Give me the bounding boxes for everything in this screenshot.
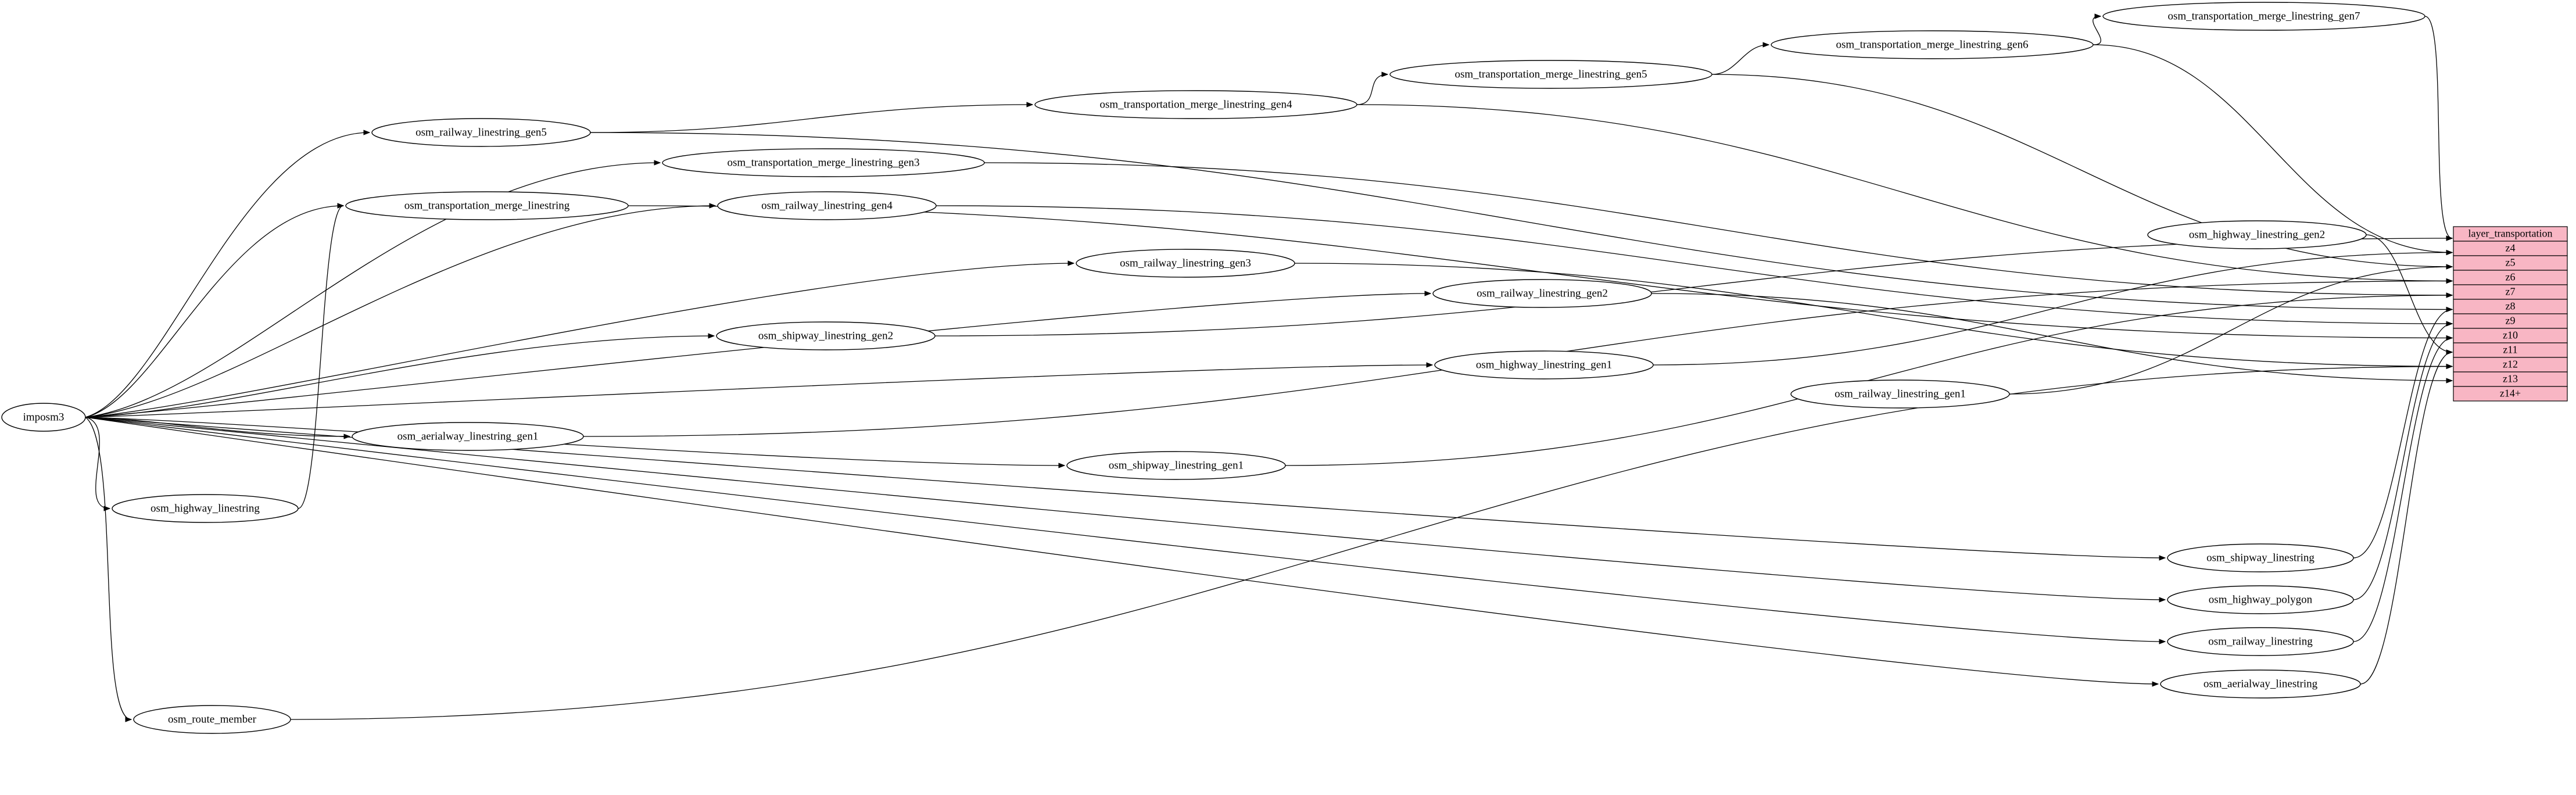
node-label: osm_transportation_merge_linestring_gen6 <box>1836 38 2029 51</box>
node-label: osm_shipway_linestring_gen2 <box>758 330 894 342</box>
node-label: osm_railway_linestring_gen5 <box>415 126 547 139</box>
node-label: imposm3 <box>23 411 65 424</box>
node-label: osm_highway_polygon <box>2208 593 2313 606</box>
graph-edge <box>2360 352 2452 684</box>
node-label: osm_shipway_linestring_gen1 <box>1108 459 1244 472</box>
layer-zoom-row-label: z9 <box>2505 314 2516 327</box>
node-label: osm_route_member <box>168 713 256 726</box>
layer-zoom-row-label: z13 <box>2503 373 2518 385</box>
graph-edge <box>85 132 370 417</box>
layer-zoom-row-label: z5 <box>2505 256 2516 268</box>
graph-node[interactable] <box>2167 628 2353 656</box>
node-label: osm_transportation_merge_linestring_gen5 <box>1454 68 1647 81</box>
node-label: osm_railway_linestring <box>2208 635 2313 648</box>
graph-edge <box>1357 74 1388 105</box>
node-label: osm_shipway_linestring <box>2206 552 2315 564</box>
graph-node[interactable] <box>718 192 936 220</box>
graph-edge <box>85 336 714 417</box>
graph-node[interactable] <box>372 119 590 146</box>
graph-node[interactable] <box>1035 91 1357 119</box>
layer-zoom-row-label: z7 <box>2505 285 2516 298</box>
graph-node[interactable] <box>662 149 984 177</box>
node-label: osm_transportation_merge_linestring_gen7 <box>2167 10 2360 23</box>
node-label: osm_transportation_merge_linestring_gen4 <box>1099 98 1292 111</box>
graph-edge <box>85 365 1432 417</box>
graph-node[interactable] <box>2103 2 2425 30</box>
graph-node[interactable] <box>2161 670 2360 698</box>
graph-node[interactable] <box>1390 60 1712 88</box>
node-label: osm_railway_linestring_gen2 <box>1477 287 1608 300</box>
graph-node[interactable] <box>2148 221 2366 249</box>
graph-edge <box>2353 310 2452 558</box>
graph-node[interactable] <box>1435 351 1653 379</box>
layer-zoom-row-label: z4 <box>2505 242 2516 254</box>
graph-edge <box>590 105 1033 132</box>
layer-zoom-row-label: z12 <box>2503 358 2518 370</box>
graph-node[interactable] <box>112 495 298 522</box>
layer-zoom-row-label: z8 <box>2505 300 2516 312</box>
graph-edge <box>298 206 343 508</box>
graph-edge <box>2353 338 2452 642</box>
graph-edge <box>85 417 131 719</box>
graph-edge <box>85 417 2165 642</box>
graph-edge <box>1712 45 1769 74</box>
graph-node[interactable] <box>2167 544 2353 572</box>
graph-node[interactable] <box>716 322 935 350</box>
graph-node[interactable] <box>134 706 291 733</box>
graph-node[interactable] <box>346 192 628 220</box>
layer-zoom-row-label: z11 <box>2503 343 2518 356</box>
graph-edge <box>2425 16 2452 238</box>
graph-node[interactable] <box>2 403 85 431</box>
graph-edge <box>1357 105 2452 281</box>
layer-table-header-label: layer_transportation <box>2468 227 2553 239</box>
node-label: osm_transportation_merge_linestring <box>404 199 570 212</box>
layer-zoom-row-label: z6 <box>2505 271 2516 283</box>
node-label: osm_aerialway_linestring <box>2203 678 2318 690</box>
nodes-layer <box>2 2 2425 733</box>
graph-edge <box>85 293 1431 417</box>
graph-node[interactable] <box>352 422 583 450</box>
node-label: osm_railway_linestring_gen1 <box>1835 388 1966 400</box>
graph-edge <box>1653 253 2452 366</box>
layer-transportation-table <box>2453 227 2567 401</box>
graph-node[interactable] <box>1433 280 1651 307</box>
layer-zoom-row-label: z10 <box>2503 329 2518 341</box>
graph-edge <box>85 417 110 508</box>
graph-edge <box>2093 16 2101 45</box>
node-label: osm_highway_linestring_gen1 <box>1475 359 1613 371</box>
graph-edge <box>291 367 2452 720</box>
node-label: osm_railway_linestring_gen4 <box>761 199 893 212</box>
node-label: osm_aerialway_linestring_gen1 <box>397 430 539 443</box>
graph-node[interactable] <box>1076 249 1295 277</box>
graph-node[interactable] <box>1791 380 2009 408</box>
node-label: osm_transportation_merge_linestring_gen3 <box>727 156 920 169</box>
graph-edge <box>1295 263 2452 367</box>
graph-node[interactable] <box>2167 586 2353 614</box>
node-label: osm_railway_linestring_gen3 <box>1120 257 1251 270</box>
layer-zoom-row-label: z14+ <box>2499 387 2521 399</box>
graph-node[interactable] <box>1067 452 1285 479</box>
node-label: osm_highway_linestring <box>151 502 260 515</box>
node-label: osm_highway_linestring_gen2 <box>2188 228 2326 241</box>
graph-node[interactable] <box>1771 31 2093 59</box>
